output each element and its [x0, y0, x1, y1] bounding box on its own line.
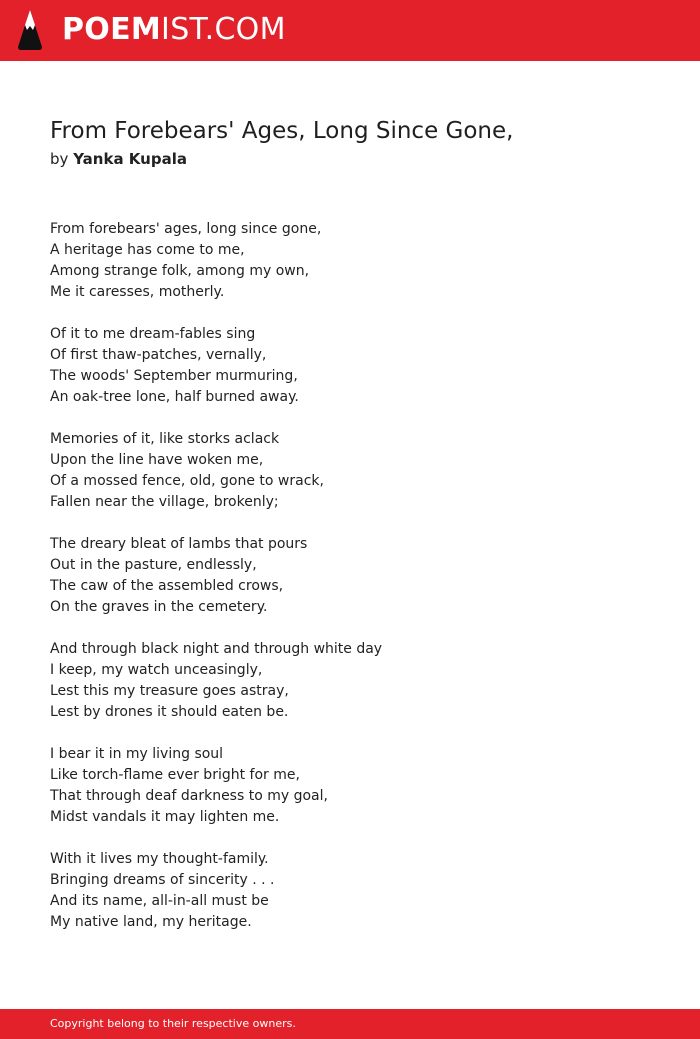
- poem-line: And through black night and through white day: [50, 641, 383, 657]
- poem-line: That through deaf darkness to my goal,: [50, 788, 328, 804]
- stanza: [50, 849, 670, 933]
- poem-line: Out in the pasture, endlessly,: [50, 557, 257, 573]
- poem-line: On the graves in the cemetery.: [50, 599, 268, 615]
- poem-line: The caw of the assembled crows,: [50, 578, 284, 594]
- stanza: [50, 639, 670, 723]
- poem-line: A heritage has come to me,: [50, 242, 245, 258]
- poem-line: An oak-tree lone, half burned away.: [50, 389, 299, 405]
- stanza: [50, 744, 670, 828]
- byline: [50, 148, 187, 170]
- poem-line: Like torch-flame ever bright for me,: [50, 767, 300, 783]
- poem-line: Lest this my treasure goes astray,: [50, 683, 289, 699]
- logo-light-text: IST.COM: [161, 12, 286, 47]
- stanza: [50, 219, 670, 303]
- stanza: [50, 429, 670, 513]
- poem-title: From Forebears' Ages, Long Since Gone,: [50, 118, 514, 144]
- poem-line: And its name, all-in-all must be: [50, 893, 269, 909]
- site-header: [0, 0, 700, 61]
- poem-line: Of a mossed fence, old, gone to wrack,: [50, 473, 324, 489]
- logo-bold-text: POEM: [62, 12, 162, 47]
- poem-line: The dreary bleat of lambs that pours: [50, 536, 308, 552]
- poem-line: Me it caresses, motherly.: [50, 284, 225, 300]
- poem-line: Fallen near the village, brokenly;: [50, 494, 279, 510]
- site-logo[interactable]: [62, 12, 286, 48]
- pencil-tip-icon[interactable]: [17, 9, 43, 51]
- poem-line: Bringing dreams of sincerity . . .: [50, 872, 275, 888]
- poem-line: Of it to me dream-fables sing: [50, 326, 256, 342]
- stanza: [50, 324, 670, 408]
- poem-line: Of first thaw-patches, vernally,: [50, 347, 267, 363]
- poem-line: I bear it in my living soul: [50, 746, 224, 762]
- poem-line: I keep, my watch unceasingly,: [50, 662, 263, 678]
- poem-line: Midst vandals it may lighten me.: [50, 809, 280, 825]
- poem-line: From forebears' ages, long since gone,: [50, 221, 322, 237]
- poem-body: [50, 219, 670, 954]
- poem-line: The woods' September murmuring,: [50, 368, 298, 384]
- author-name: Yanka Kupala: [73, 150, 187, 168]
- poem-line: Lest by drones it should eaten be.: [50, 704, 289, 720]
- poem-line: Upon the line have woken me,: [50, 452, 264, 468]
- poem-line: Memories of it, like storks aclack: [50, 431, 280, 447]
- poem-line: Among strange folk, among my own,: [50, 263, 310, 279]
- by-label: by: [50, 150, 69, 168]
- site-footer: [0, 1009, 700, 1039]
- poem-line: With it lives my thought-family.: [50, 851, 269, 867]
- poem-line: My native land, my heritage.: [50, 914, 252, 930]
- copyright-text: Copyright belong to their respective owners.: [50, 1017, 296, 1030]
- stanza: [50, 534, 670, 618]
